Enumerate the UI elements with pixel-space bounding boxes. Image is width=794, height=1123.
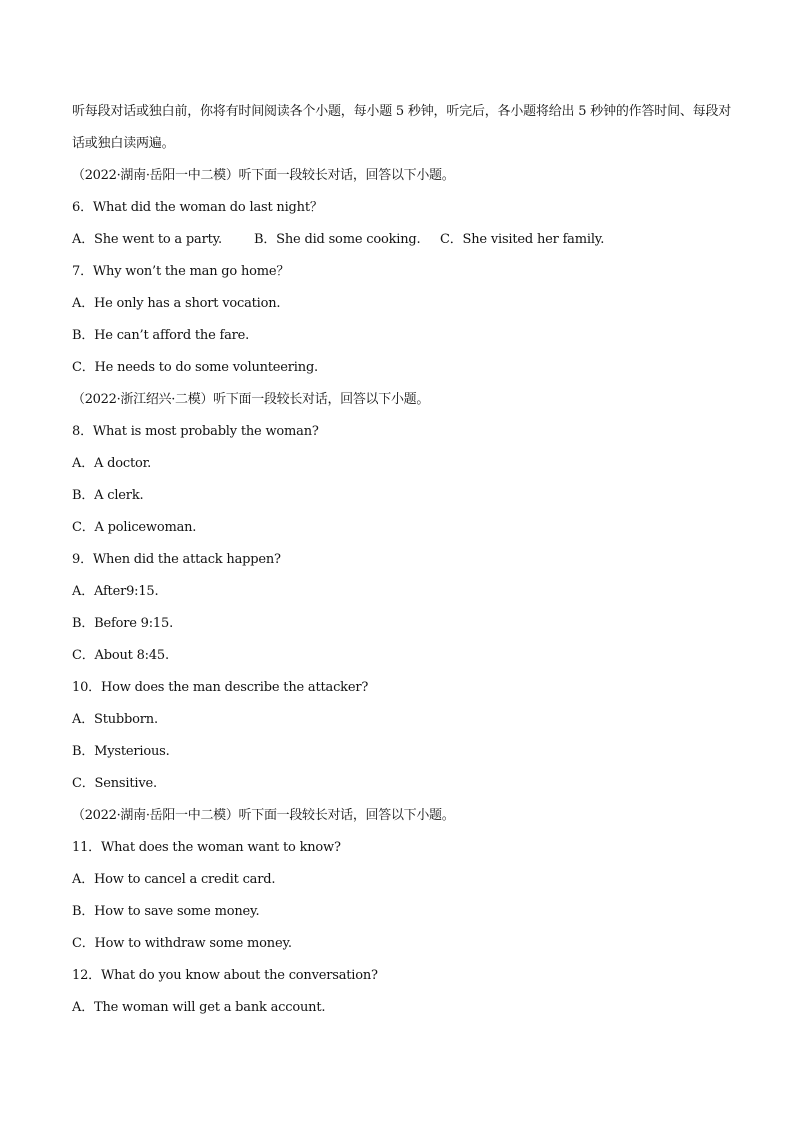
option-c: C．A policewoman. xyxy=(72,520,197,535)
question-text: 11．What does the woman want to know? xyxy=(72,840,341,855)
option-c: C．She visited her family. xyxy=(440,232,605,247)
instructions-paragraph: 听每段对话或独白前，你将有时间阅读各个小题，每小题 5 秒钟，听完后，各小题将给出 5 秒钟的作答时间、每段对话或独白读两遍。 xyxy=(72,104,732,151)
option-b: B．Mysterious. xyxy=(72,744,170,759)
option-c: C．About 8:45. xyxy=(72,648,169,663)
section-source: （2022·浙江绍兴·二模）听下面一段较长对话，回答以下小题。 xyxy=(72,392,430,407)
option-c: C．How to withdraw some money. xyxy=(72,936,292,951)
question-text: 10．How does the man describe the attacker? xyxy=(72,680,369,695)
option-a: A．He only has a short vocation. xyxy=(72,296,281,311)
option-a: A．A doctor. xyxy=(72,456,152,471)
question-text: 7．Why won’t the man go home？ xyxy=(72,264,290,279)
question-text: 12．What do you know about the conversation? xyxy=(72,968,378,983)
option-b: B．How to save some money. xyxy=(72,904,260,919)
option-a: A．The woman will get a bank account. xyxy=(72,1000,326,1015)
option-a: A．How to cancel a credit card. xyxy=(72,872,276,887)
option-b: B．A clerk. xyxy=(72,488,144,503)
document-page xyxy=(72,96,732,1024)
option-b: B．Before 9:15. xyxy=(72,616,174,631)
option-row xyxy=(72,224,732,256)
option-a: A．Stubborn. xyxy=(72,712,158,727)
section-source: （2022·湖南·岳阳一中二模）听下面一段较长对话，回答以下小题。 xyxy=(72,168,455,183)
option-c: C．He needs to do some volunteering. xyxy=(72,360,318,375)
question-text: 6．What did the woman do last night？ xyxy=(72,200,323,215)
option-b: B．He can’t afford the fare. xyxy=(72,328,250,343)
option-a: A．She went to a party. xyxy=(72,232,222,247)
question-text: 9．When did the attack happen? xyxy=(72,552,281,567)
option-b: B．She did some cooking. xyxy=(254,232,421,247)
option-a: A．After9:15. xyxy=(72,584,159,599)
section-source: （2022·湖南·岳阳一中二模）听下面一段较长对话，回答以下小题。 xyxy=(72,808,455,823)
question-text: 8．What is most probably the woman? xyxy=(72,424,319,439)
option-c: C．Sensitive. xyxy=(72,776,157,791)
